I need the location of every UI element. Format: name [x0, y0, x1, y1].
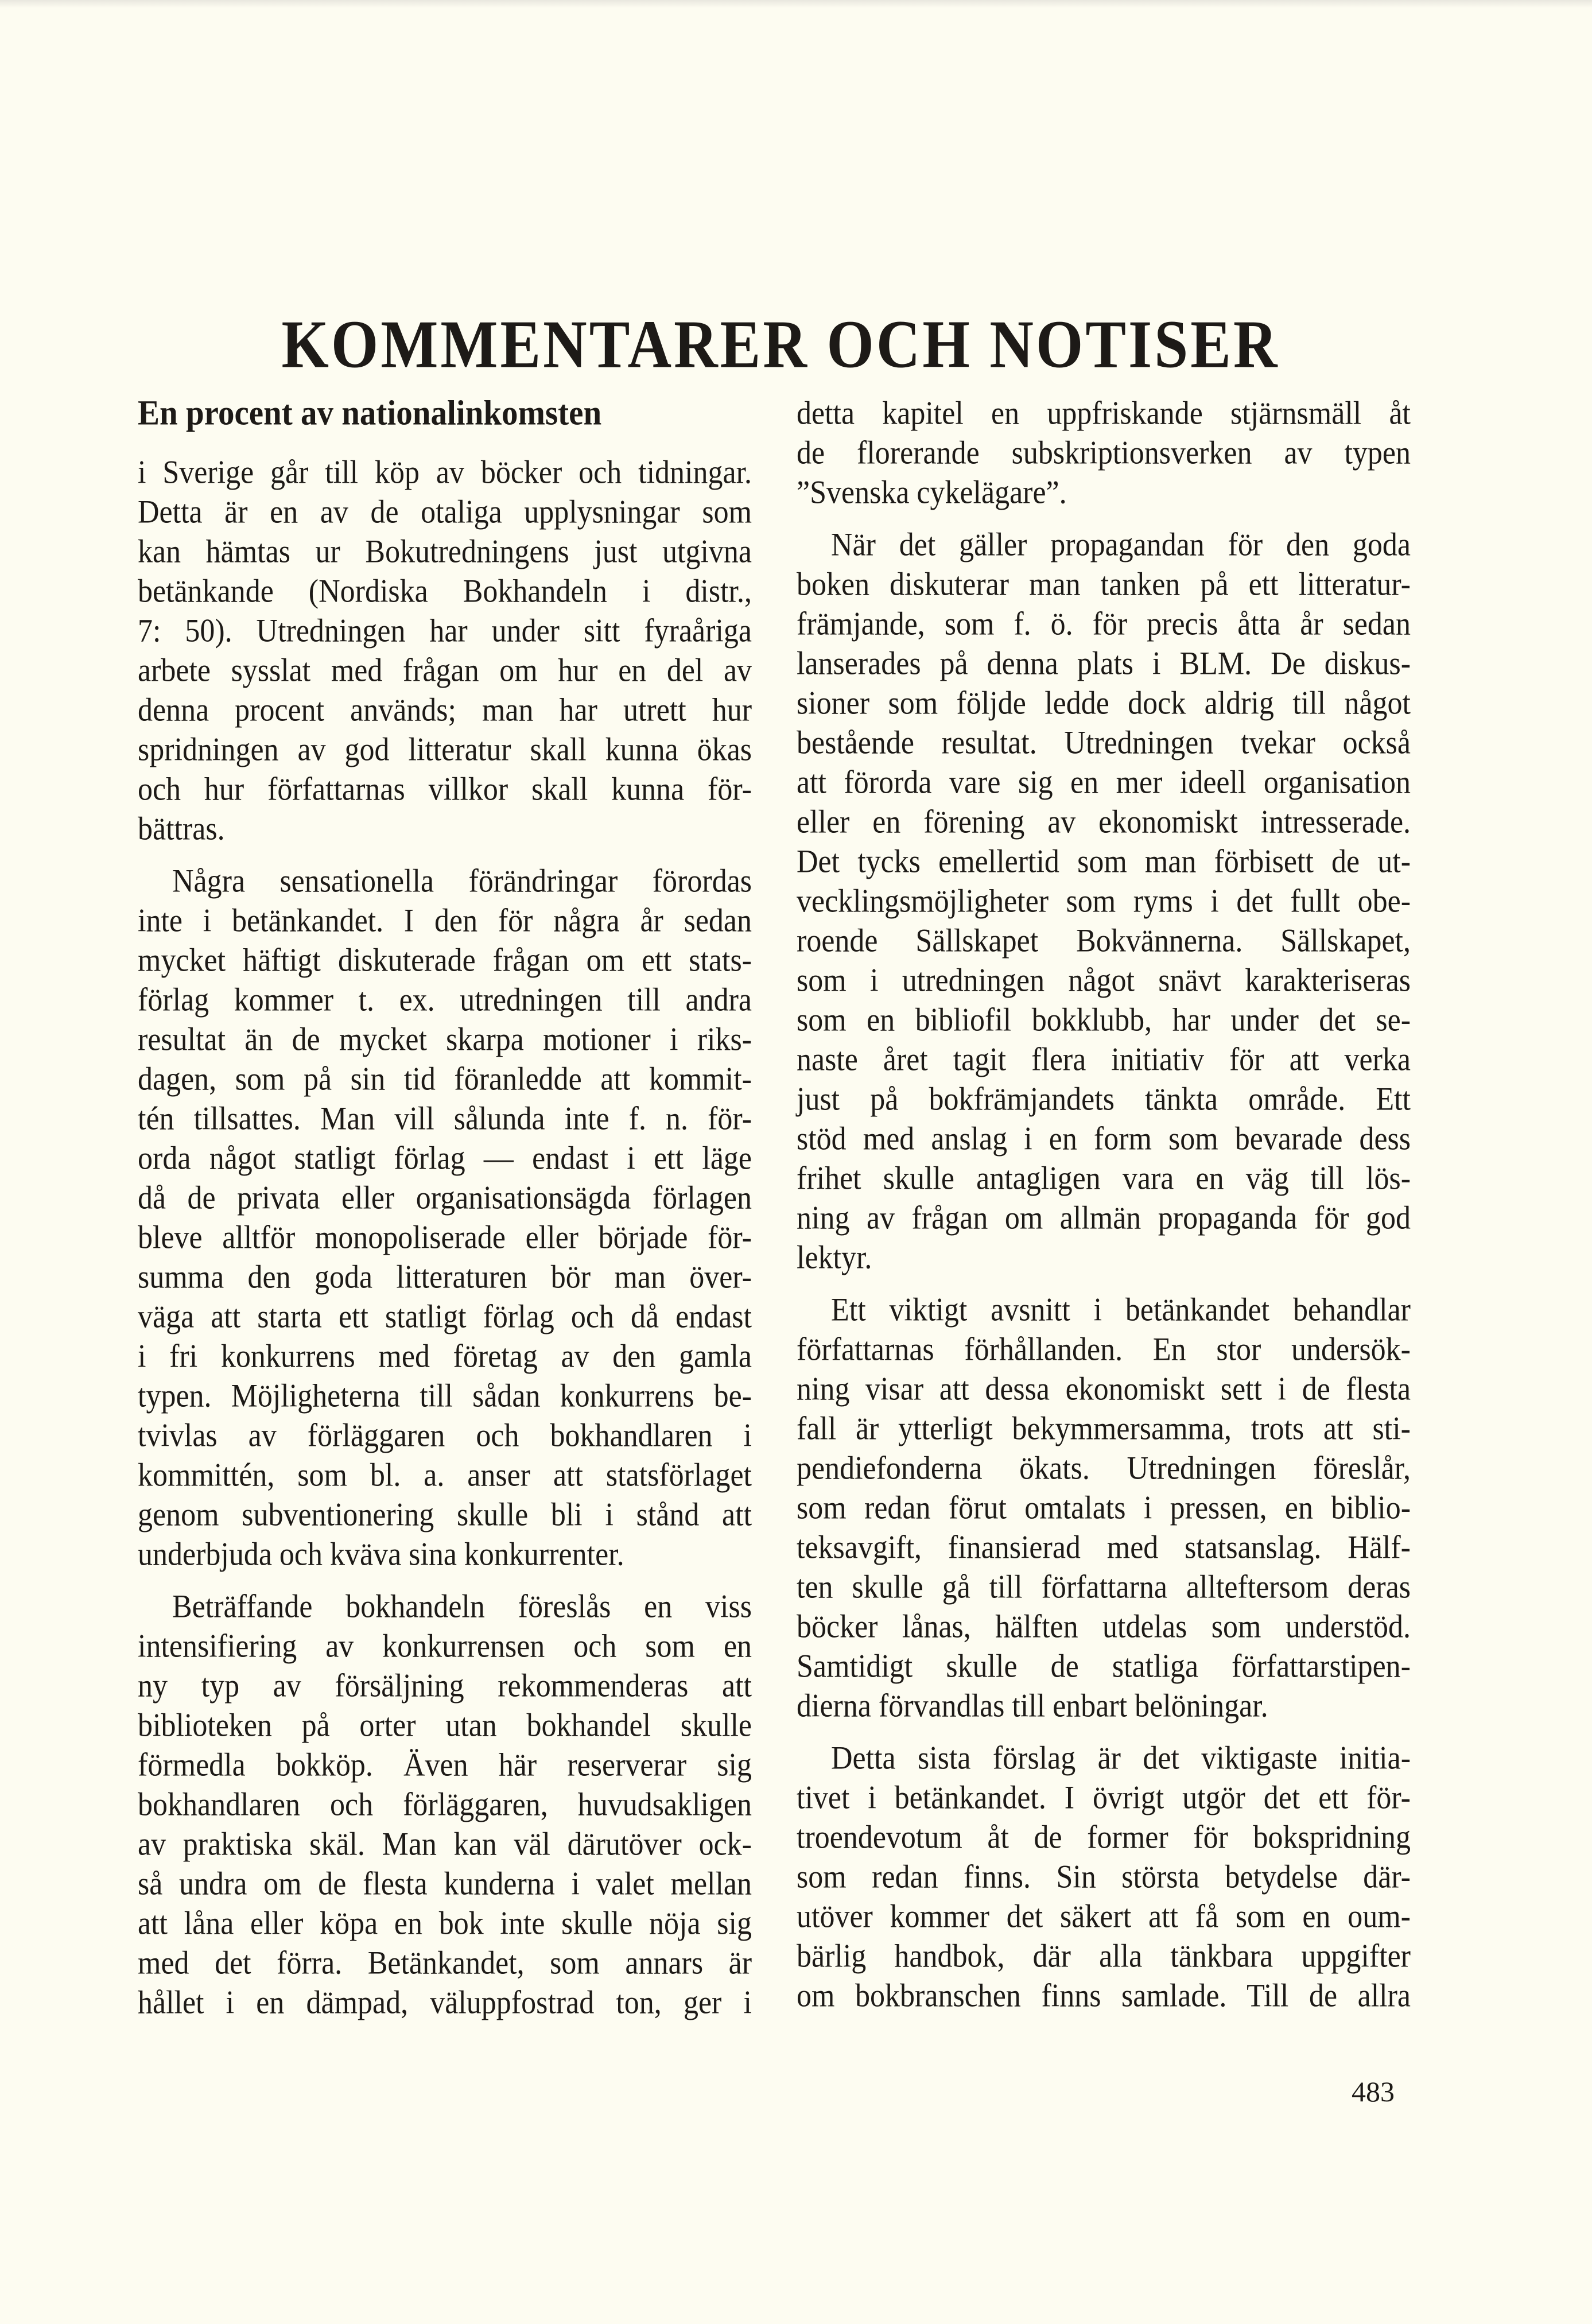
text-line: [138, 1943, 752, 1983]
text-line-content: de florerande subskriptionsverken av typen: [797, 435, 1411, 471]
text-line-content: vecklingsmöjligheter som ryms i det fullt obe-: [797, 883, 1411, 919]
text-line-content: frihet skulle antagligen vara en väg till lös-: [797, 1161, 1411, 1197]
text-line-content: förmedla bokköp. Även här reserverar sig: [138, 1747, 752, 1783]
text-line: [138, 1337, 752, 1376]
text-line: [138, 1456, 752, 1495]
text-line: [797, 1290, 1411, 1330]
text-line: [138, 1020, 752, 1060]
text-line-content: som redan finns. Sin största betydelse där-: [797, 1859, 1411, 1895]
paragraph: [138, 453, 752, 849]
text-line: [138, 690, 752, 730]
text-line-content: av praktiska skäl. Man kan väl därutöver ock-: [138, 1826, 752, 1863]
text-line: [797, 1080, 1411, 1119]
text-line-content: som i utredningen något snävt karakteriseras: [797, 963, 1411, 999]
text-line-content: eller en förening av ekonomiskt intresserade.: [797, 804, 1411, 840]
text-line: [797, 1040, 1411, 1080]
text-line-content: Några sensationella förändringar förordas: [172, 863, 752, 899]
text-line: [138, 611, 752, 651]
text-line: [138, 941, 752, 980]
text-line-content: då de privata eller organisationsägda förlagen: [138, 1180, 752, 1216]
text-line: [138, 730, 752, 770]
text-line: [797, 921, 1411, 961]
paragraph: [797, 394, 1411, 513]
text-line-content: tén tillsattes. Man vill sålunda inte f. n. för-: [138, 1101, 752, 1137]
text-line: [797, 1976, 1411, 2016]
text-line-content: hållet i en dämpad, väluppfostrad ton, ger i: [138, 1985, 752, 2021]
right-column-paragraphs: [797, 394, 1411, 2016]
text-line: [797, 1159, 1411, 1198]
text-line-content: pendiefonderna ökats. Utredningen föreslår,: [797, 1450, 1411, 1487]
text-line-content: lanserades på denna plats i BLM. De diskus-: [797, 646, 1411, 682]
text-line: [797, 1369, 1411, 1409]
left-column: [138, 395, 752, 2035]
text-line-content: ny typ av försäljning rekommenderas att: [138, 1668, 752, 1704]
text-line-content: utöver kommer det säkert att få som en oum-: [797, 1899, 1411, 1935]
text-line: [138, 1376, 752, 1416]
text-line: [797, 723, 1411, 763]
text-line-content: mycket häftigt diskuterade frågan om ett stats-: [138, 942, 752, 979]
page-edge: [0, 0, 1592, 8]
text-line: [138, 453, 752, 492]
text-line: [797, 1488, 1411, 1528]
text-line: [138, 1139, 752, 1178]
text-line: [138, 901, 752, 941]
paragraph: [797, 525, 1411, 1278]
text-line-content: väga att starta ett statligt förlag och då endast: [138, 1299, 752, 1335]
text-line: [797, 1449, 1411, 1488]
text-line: [797, 842, 1411, 882]
text-line-content: arbete sysslat med frågan om hur en del av: [138, 653, 752, 689]
text-line: [138, 1706, 752, 1745]
text-line-content: ning visar att dessa ekonomiskt sett i de flesta: [797, 1371, 1411, 1407]
article-heading: En procent av nationalinkomsten: [138, 393, 602, 433]
text-line: [797, 1330, 1411, 1369]
page-title: KOMMENTARER OCH NOTISER: [281, 306, 1280, 382]
text-line: [138, 651, 752, 690]
text-line: [138, 1099, 752, 1139]
text-line: [797, 473, 1411, 513]
text-line: [138, 532, 752, 572]
text-line-content: i Sverige går till köp av böcker och tidningar.: [138, 455, 752, 491]
text-line-content: Beträffande bokhandeln föreslås en viss: [172, 1589, 752, 1625]
text-line-content: boken diskuterar man tanken på ett litteratur-: [797, 567, 1411, 603]
text-line: [797, 1198, 1411, 1238]
text-line: [138, 1745, 752, 1785]
text-line-content: förlag kommer t. ex. utredningen till andra: [138, 982, 752, 1018]
text-line: [138, 492, 752, 532]
text-line-content: När det gäller propagandan för den goda: [831, 527, 1411, 563]
text-line-content: Ett viktigt avsnitt i betänkandet behandlar: [831, 1292, 1411, 1328]
text-line: [138, 1060, 752, 1099]
text-line-content: teksavgift, finansierad med statsanslag. Hälf-: [797, 1530, 1411, 1566]
text-line: [138, 1416, 752, 1456]
text-line-content: och hur författarnas villkor skall kunna för-: [138, 771, 752, 808]
text-line-content: Samtidigt skulle de statliga författarstipen-: [797, 1648, 1411, 1685]
text-line: [138, 1666, 752, 1706]
text-line-content: roende Sällskapet Bokvännerna. Sällskapet,: [797, 923, 1411, 959]
text-line: [797, 1409, 1411, 1449]
text-line-content: böcker lånas, hälften utdelas som understöd.: [797, 1609, 1411, 1645]
text-line-content: främjande, som f. ö. för precis åtta år sedan: [797, 606, 1411, 642]
text-line: [797, 1607, 1411, 1647]
text-line-content: ning av frågan om allmän propaganda för god: [797, 1200, 1411, 1236]
text-line-content: just på bokfrämjandets tänkta område. Ett: [797, 1081, 1411, 1118]
text-line-content: att förorda vare sig en mer ideell organisation: [797, 765, 1411, 801]
text-line: [138, 1825, 752, 1864]
text-line: [797, 961, 1411, 1000]
text-line: [138, 1178, 752, 1218]
text-line: [797, 1857, 1411, 1897]
text-line: [797, 433, 1411, 473]
text-line-content: kommittén, som bl. a. anser att statsförlaget: [138, 1457, 752, 1493]
text-line: [797, 684, 1411, 723]
text-line-content: om bokbranschen finns samlade. Till de allra: [797, 1978, 1411, 2014]
text-line: [138, 1218, 752, 1258]
paragraph: [797, 1739, 1411, 2016]
text-line-content: fall är ytterligt bekymmersamma, trots att sti-: [797, 1411, 1411, 1447]
text-line-content: dierna förvandlas till enbart belöningar.: [797, 1688, 1268, 1724]
text-line-content: Detta är en av de otaliga upplysningar som: [138, 494, 752, 530]
paragraph: [138, 1587, 752, 2023]
text-line: [797, 882, 1411, 921]
text-line-content: inte i betänkandet. I den för några år sedan: [138, 903, 752, 939]
text-line-content: bestående resultat. Utredningen tvekar också: [797, 725, 1411, 761]
text-line: [797, 1686, 1411, 1726]
text-line: [138, 1627, 752, 1666]
text-line-content: underbjuda och kväva sina konkurrenter.: [138, 1537, 624, 1573]
text-line: [797, 1238, 1411, 1278]
text-line: [797, 1568, 1411, 1607]
text-line: [797, 1818, 1411, 1857]
text-line: [138, 770, 752, 809]
text-line-content: troendevotum åt de former för bokspridning: [797, 1819, 1411, 1856]
text-line-content: naste året tagit flera initiativ för att verka: [797, 1042, 1411, 1078]
text-line-content: så undra om de flesta kunderna i valet mellan: [138, 1866, 752, 1902]
text-line: [797, 525, 1411, 565]
text-line-content: som redan förut omtalats i pressen, en biblio-: [797, 1490, 1411, 1526]
text-line: [138, 1904, 752, 1943]
left-column-paragraphs: [138, 453, 752, 2023]
text-line: [797, 1119, 1411, 1159]
text-line-content: dagen, som på sin tid föranledde att kommit-: [138, 1061, 752, 1097]
text-line-content: bokhandlaren och förläggaren, huvudsakligen: [138, 1787, 752, 1823]
text-line: [138, 1785, 752, 1825]
text-line-content: summa den goda litteraturen bör man över-: [138, 1259, 752, 1295]
text-line-content: tvivlas av förläggaren och bokhandlaren i: [138, 1418, 752, 1454]
text-line-content: i fri konkurrens med företag av den gamla: [138, 1338, 752, 1375]
text-line: [797, 1000, 1411, 1040]
text-line: [138, 809, 752, 849]
text-line: [797, 763, 1411, 802]
text-line: [138, 572, 752, 611]
text-line-content: betänkande (Nordiska Bokhandeln i distr.,: [138, 573, 752, 610]
text-line-content: typen. Möjligheterna till sådan konkurrens be-: [138, 1378, 752, 1414]
text-line-content: tivet i betänkandet. I övrigt utgör det ett för-: [797, 1780, 1411, 1816]
page-number: 483: [1352, 2075, 1395, 2108]
text-line-content: sioner som följde ledde dock aldrig till något: [797, 685, 1411, 721]
text-line: [138, 1495, 752, 1535]
right-column: [797, 394, 1411, 2028]
text-line-content: ”Svenska cykelägare”.: [797, 475, 1067, 511]
text-line: [138, 1864, 752, 1904]
text-line: [797, 644, 1411, 684]
text-line: [138, 862, 752, 901]
text-line-content: kan hämtas ur Bokutredningens just utgivna: [138, 534, 752, 570]
text-line-content: bärlig handbok, där alla tänkbara uppgifter: [797, 1938, 1411, 1974]
text-line: [797, 1778, 1411, 1818]
text-line-content: denna procent används; man har utrett hur: [138, 692, 752, 728]
text-line-content: genom subventionering skulle bli i stånd att: [138, 1497, 752, 1533]
text-line-content: 7: 50). Utredningen har under sitt fyraåriga: [138, 613, 752, 649]
text-line-content: ten skulle gå till författarna allteftersom deras: [797, 1569, 1411, 1605]
text-line: [797, 1528, 1411, 1568]
text-line-content: lektyr.: [797, 1240, 872, 1276]
text-line-content: bleve alltför monopoliserade eller började för-: [138, 1220, 752, 1256]
text-line-content: Detta sista förslag är det viktigaste initia-: [831, 1740, 1411, 1776]
text-line: [797, 394, 1411, 433]
text-line: [797, 1897, 1411, 1937]
text-line-content: resultat än de mycket skarpa motioner i riks-: [138, 1022, 752, 1058]
text-line-content: spridningen av god litteratur skall kunna ökas: [138, 732, 752, 768]
text-line-content: orda något statligt förlag — endast i ett läge: [138, 1140, 752, 1177]
text-line-content: som en bibliofil bokklubb, har under det se-: [797, 1002, 1411, 1038]
text-line: [138, 1297, 752, 1337]
text-line-content: bättras.: [138, 811, 225, 847]
text-line: [138, 1983, 752, 2023]
text-line: [138, 1587, 752, 1627]
text-line-content: stöd med anslag i en form som bevarade dess: [797, 1121, 1411, 1157]
text-line-content: intensifiering av konkurrensen och som en: [138, 1628, 752, 1665]
text-line-content: detta kapitel en uppfriskande stjärnsmäll åt: [797, 395, 1411, 432]
text-line-content: att låna eller köpa en bok inte skulle nöja sig: [138, 1906, 752, 1942]
text-line: [138, 1258, 752, 1297]
text-line: [797, 1647, 1411, 1686]
text-line: [138, 1535, 752, 1574]
text-line: [138, 980, 752, 1020]
text-line-content: biblioteken på orter utan bokhandel skulle: [138, 1708, 752, 1744]
text-line: [797, 1937, 1411, 1976]
text-line: [797, 565, 1411, 604]
text-line-content: författarnas förhållanden. En stor undersök-: [797, 1332, 1411, 1368]
text-line: [797, 604, 1411, 644]
paragraph: [138, 862, 752, 1574]
text-line: [797, 1739, 1411, 1778]
text-line: [797, 802, 1411, 842]
text-line-content: Det tycks emellertid som man förbisett de ut-: [797, 844, 1411, 880]
paragraph: [797, 1290, 1411, 1726]
text-line-content: med det förra. Betänkandet, som annars är: [138, 1945, 752, 1981]
